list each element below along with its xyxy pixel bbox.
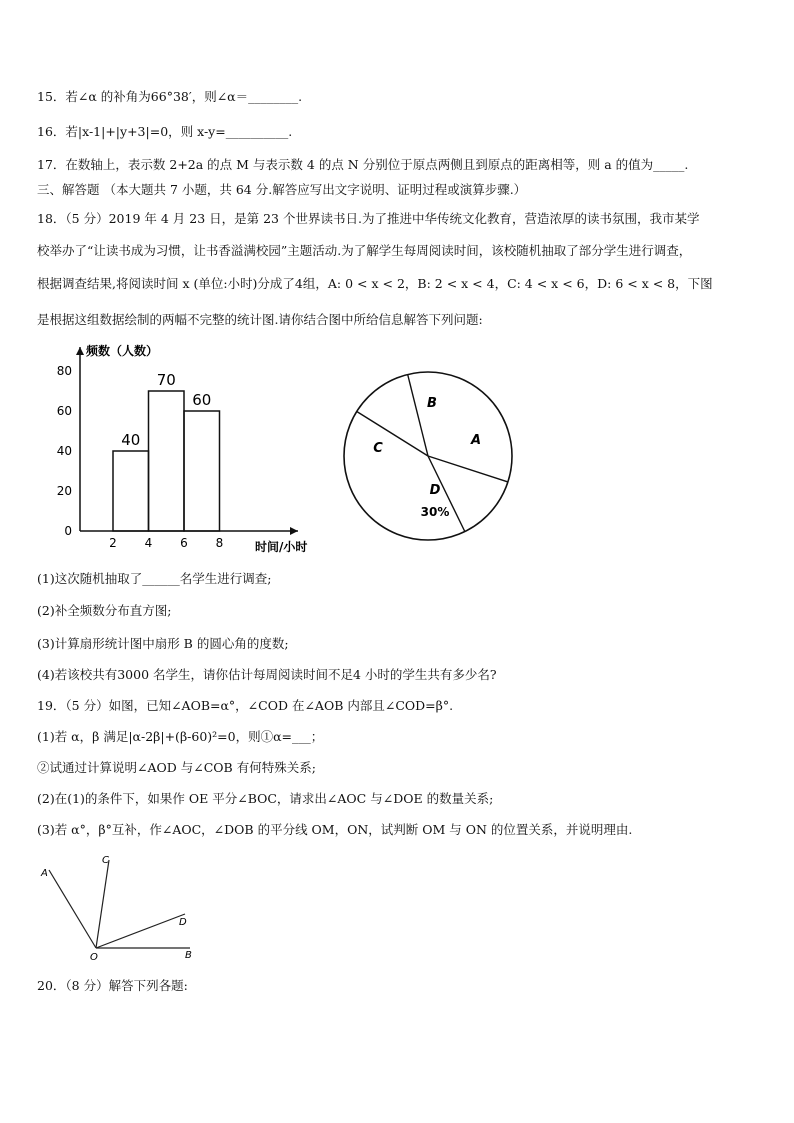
histogram-bar (149, 391, 185, 531)
question-19-part-2: (2)在(1)的条件下，如果作 OE 平分∠BOC，请求出∠AOC 与∠DOE 的数量关系; (37, 791, 494, 806)
question-18-line-2: 校举办了“让读书成为习惯，让书香溢满校园”主题活动.为了解学生每周阅读时间，该校随机抽取了部分学生进行调查， (37, 243, 692, 258)
x-tick-label: 8 (215, 536, 224, 550)
question-20: 20．（8 分）解答下列各题: (37, 978, 188, 993)
question-19-part-3: (3)若 α°，β°互补，作∠AOC，∠DOB 的平分线 OM，ON，试判断 OM 与 ON 的位置关系，并说明理由. (37, 822, 633, 837)
y-axis-label: 频数（人数） (86, 344, 159, 358)
angle-figure (35, 852, 210, 964)
question-19: 19．（5 分）如图，已知∠AOB=α°，∠COD 在∠AOB 内部且∠COD=β°. (37, 698, 454, 713)
histogram-bar (113, 451, 149, 531)
point-label-c: C (102, 855, 109, 866)
pie-slice-label: B (427, 396, 437, 411)
x-tick-label: 6 (180, 536, 188, 550)
question-18-part-1: (1)这次随机抽取了______名学生进行调查; (37, 571, 272, 586)
point-label-o: O (90, 952, 98, 963)
question-15: 15．若∠α 的补角为66°38′，则∠α＝________. (37, 89, 303, 104)
question-18-line-4: 是根据这组数据绘制的两幅不完整的统计图.请你结合图中所给信息解答下列问题: (37, 312, 483, 327)
ray-oc (96, 860, 109, 948)
y-tick-label: 20 (56, 484, 72, 498)
pie-slice-label: C (373, 441, 383, 456)
y-tick-label: 80 (56, 364, 72, 378)
pie-slice-label: D (429, 483, 441, 498)
pie-slice-divider (408, 374, 428, 456)
question-18-part-2: (2)补全频数分布直方图; (37, 603, 172, 618)
ray-od (96, 914, 185, 948)
pie-slice-divider (428, 456, 508, 482)
pie-slice-label: A (470, 433, 482, 448)
question-19-part-1: (1)若 α，β 满足|α-2β|+(β-60)²=0，则①α=___； (37, 729, 324, 744)
y-axis-arrow (76, 347, 84, 355)
pie-slice-divider (357, 411, 428, 456)
x-axis-label: 时间/小时 (255, 540, 308, 554)
histogram-chart (50, 335, 340, 560)
question-16: 16．若|x-1|+|y+3|=0，则 x-y=__________. (37, 124, 293, 139)
question-18-part-4: (4)若该校共有3000 名学生，请你估计每周阅读时间不足4 小时的学生共有多少名? (37, 667, 497, 682)
x-axis-arrow (290, 527, 298, 535)
y-tick-label: 60 (56, 404, 72, 418)
x-tick-label: 2 (109, 536, 117, 550)
point-label-d: D (179, 917, 187, 928)
histogram-bar (184, 411, 220, 531)
y-tick-label: 0 (64, 524, 72, 538)
y-tick-label: 40 (56, 444, 72, 458)
pie-chart (338, 370, 523, 545)
point-label-b: B (185, 950, 192, 961)
bar-value-label: 70 (156, 371, 176, 389)
bar-value-label: 40 (121, 431, 141, 449)
question-18-line-3: 根据调查结果,将阅读时间 x (单位:小时)分成了4组，A: 0 < x < 2，B: 2 < x < 4，C: 4 < x < 6，D: 6 < x < 8，下图 (37, 276, 713, 291)
question-18-line-1: 18．（5 分）2019 年 4 月 23 日，是第 23 个世界读书日.为了推进中华传统文化教育，营造浓厚的读书氛围，我市某学 (37, 211, 700, 226)
pie-slice-value: 30% (420, 505, 450, 519)
question-19-part-1b: ②试通过计算说明∠AOD 与∠COB 有何特殊关系; (37, 760, 316, 775)
question-17: 17．在数轴上，表示数 2+2a 的点 M 与表示数 4 的点 N 分别位于原点两侧且到原点的距离相等，则 a 的值为_____. (37, 157, 689, 172)
point-label-a: A (41, 868, 48, 879)
question-18-part-3: (3)计算扇形统计图中扇形 B 的圆心角的度数; (37, 636, 289, 651)
bar-value-label: 60 (192, 391, 212, 409)
ray-oa (49, 870, 96, 948)
section-3-heading: 三、解答题 （本大题共 7 小题，共 64 分.解答应写出文字说明、证明过程或演算步骤.） (37, 182, 527, 197)
x-tick-label: 4 (144, 536, 153, 550)
